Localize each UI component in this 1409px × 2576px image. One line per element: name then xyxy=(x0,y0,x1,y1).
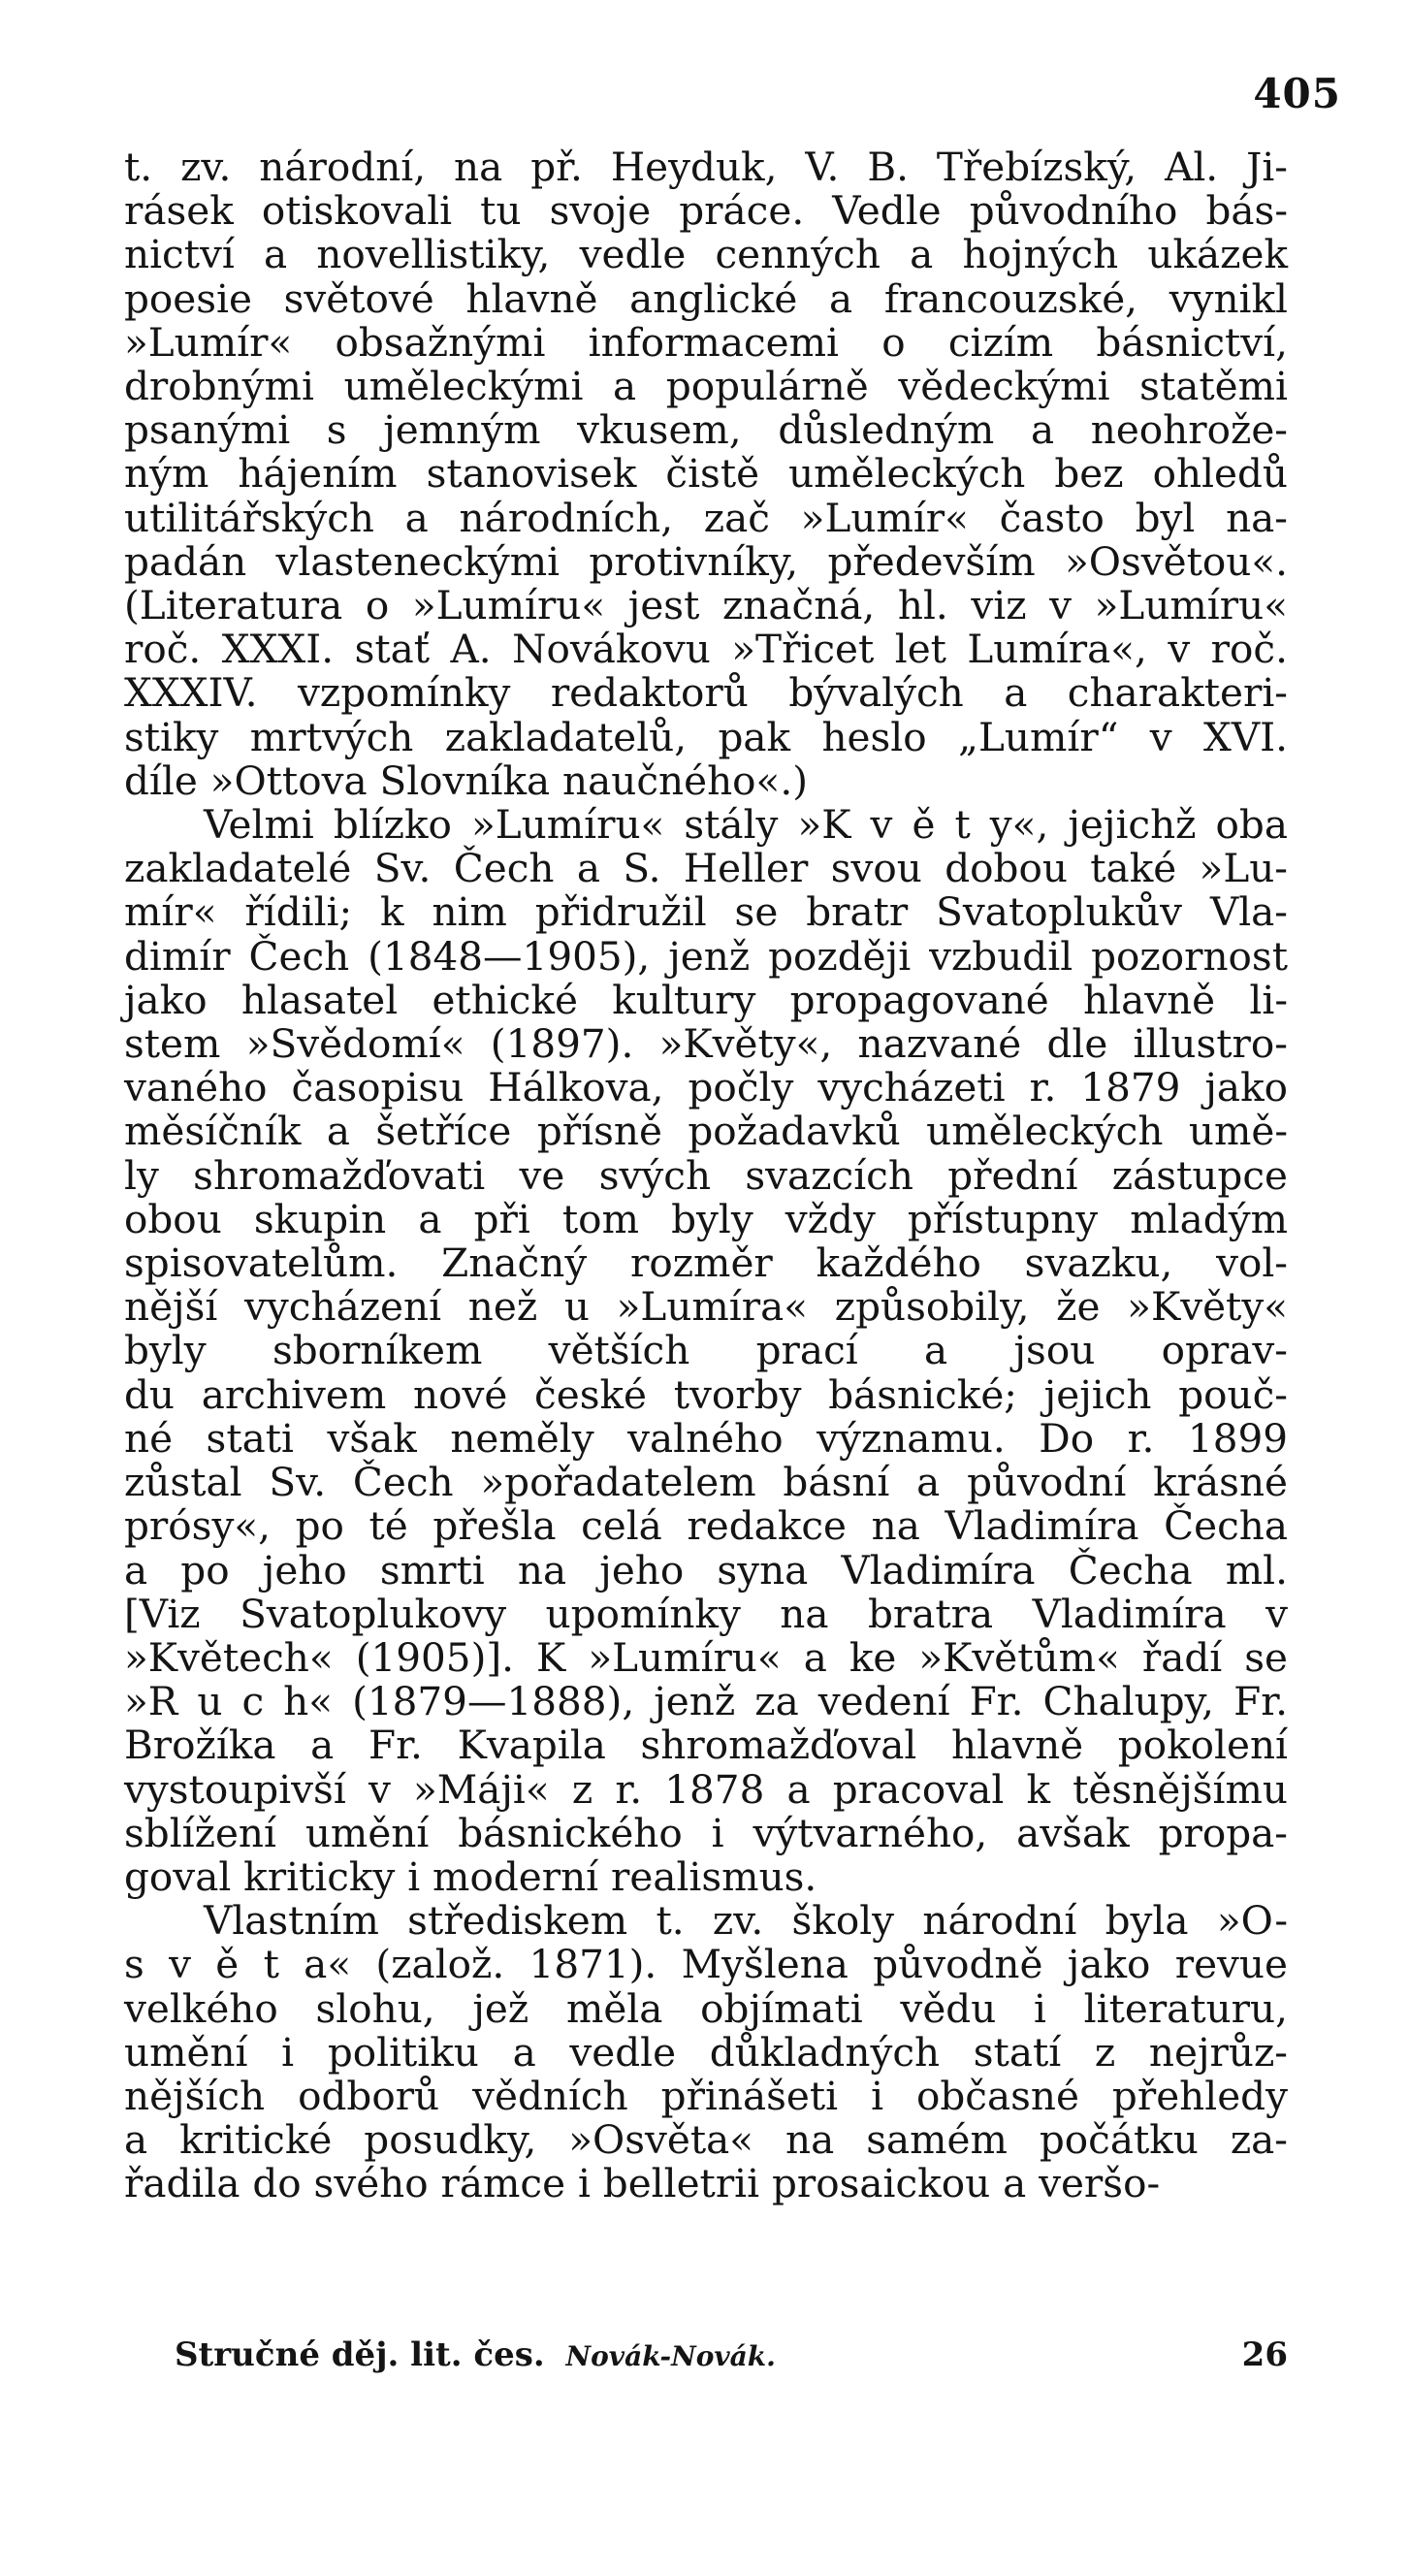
text-line: zakladatelé Sv. Čech a S. Heller svou dobou také »Lu- xyxy=(124,845,1288,892)
text-line: umění i politiku a vedle důkladných statí z nejrůz- xyxy=(124,2028,1288,2076)
text-line: prósy«, po té přešla celá redakce na Vladimíra Čecha xyxy=(124,1502,1288,1550)
text-line: nictví a novellistiky, vedle cenných a hojných ukázek xyxy=(124,231,1288,278)
text-line: utilitářských a národních, zač »Lumír« často byl na- xyxy=(124,494,1288,541)
text-line: t. zv. národní, na př. Heyduk, V. B. Třebízský, Al. Ji- xyxy=(124,144,1288,190)
text-line: měsíčník a šetříce přísně požadavků uměleckých umě- xyxy=(124,1108,1288,1155)
body-text xyxy=(124,145,1288,2206)
text-line: drobnými uměleckými a populárně vědeckými statěmi xyxy=(124,363,1288,410)
footer-title: Stručné děj. lit. čes. xyxy=(175,2335,545,2374)
text-line: a po jeho smrti na jeho syna Vladimíra Čecha ml. xyxy=(124,1546,1288,1594)
text-line: jako hlasatel ethické kultury propagované hlavně li- xyxy=(124,976,1288,1023)
text-line: psanými s jemným vkusem, důsledným a neohrože- xyxy=(124,406,1288,454)
text-line: rásek otiskovali tu svoje práce. Vedle původního bás- xyxy=(124,187,1288,235)
text-line: stiky mrtvých zakladatelů, pak heslo „Lumír“ v XVI. xyxy=(124,713,1288,760)
text-line: Brožíka a Fr. Kvapila shromažďoval hlavně pokolení xyxy=(124,1722,1288,1769)
text-line: obou skupin a při tom byly vždy přístupny mladým xyxy=(124,1195,1288,1242)
text-line: »Květech« (1905)]. K »Lumíru« a ke »Květům« řadí se xyxy=(124,1633,1288,1681)
text-line: nějších odborů vědních přinášeti i občasné přehledy xyxy=(124,2072,1288,2119)
sheet-number: 26 xyxy=(1241,2335,1288,2374)
page-number: 405 xyxy=(1253,70,1341,117)
text-line: ly shromažďovati ve svých svazcích přední zástupce xyxy=(124,1151,1288,1199)
text-line: byly sborníkem větších prací a jsou oprav- xyxy=(124,1327,1288,1374)
text-line: poesie světové hlavně anglické a francouzské, vynikl xyxy=(124,274,1288,322)
text-line: goval kriticky i moderní realismus. xyxy=(124,1852,817,1900)
text-line: spisovatelům. Značný rozměr každého svazku, vol- xyxy=(124,1240,1288,1287)
text-line: né stati však neměly valného významu. Do r. 1899 xyxy=(124,1414,1288,1462)
text-line: ným hájením stanovisek čistě uměleckých bez ohledů xyxy=(124,450,1288,498)
text-line: »R u c h« (1879—1888), jenž za vedení Fr. Chalupy, Fr. xyxy=(124,1678,1288,1725)
text-line: XXXIV. vzpomínky redaktorů bývalých a charakteri- xyxy=(124,669,1288,717)
text-line: Velmi blízko »Lumíru« stály »K v ě t y«, jejichž oba xyxy=(204,801,1288,849)
text-line: zůstal Sv. Čech »pořadatelem básní a původní krásné xyxy=(124,1459,1288,1506)
text-line: [Viz Svatoplukovy upomínky na bratra Vladimíra v xyxy=(124,1590,1288,1637)
text-line: a kritické posudky, »Osvěta« na samém počátku za- xyxy=(124,2116,1288,2164)
text-line: mír« řídili; k nim přidružil se bratr Svatoplukův Vla- xyxy=(124,888,1288,936)
footer-title-group xyxy=(175,2335,776,2374)
text-line: sblížení umění básnického i výtvarného, avšak propa- xyxy=(124,1809,1288,1856)
text-line: »Lumír« obsažnými informacemi o cizím básnictví, xyxy=(124,318,1288,366)
text-line: dimír Čech (1848—1905), jenž později vzbudil pozornost xyxy=(124,932,1288,980)
text-line: (Literatura o »Lumíru« jest značná, hl. viz v »Lumíru« xyxy=(124,582,1288,629)
text-line: díle »Ottova Slovníka naučného«.) xyxy=(124,757,809,804)
text-line: s v ě t a« (založ. 1871). Myšlena původně jako revue xyxy=(124,1941,1288,1988)
text-line: padán vlasteneckými protivníky, především »Osvětou«. xyxy=(124,537,1288,585)
text-line: vaného časopisu Hálkova, počly vycházeti r. 1879 jako xyxy=(124,1064,1288,1111)
text-line: vystoupivší v »Máji« z r. 1878 a pracoval k těsnějšímu xyxy=(124,1765,1288,1813)
text-line: du archivem nové české tvorby básnické; jejich pouč- xyxy=(124,1370,1288,1418)
text-line: řadila do svého rámce i belletrii prosaickou a veršo- xyxy=(124,2160,1161,2207)
footer-author: Novák-Novák. xyxy=(565,2340,776,2372)
text-line: nější vycházení než u »Lumíra« způsobily, že »Květy« xyxy=(124,1283,1288,1331)
text-line: stem »Svědomí« (1897). »Květy«, nazvané dle illustro- xyxy=(124,1020,1288,1068)
text-line: velkého slohu, jež měla objímati vědu i literaturu, xyxy=(124,1984,1288,2032)
text-line: Vlastním střediskem t. zv. školy národní byla »O- xyxy=(204,1897,1288,1945)
text-line: roč. XXXI. stať A. Novákovu »Třicet let Lumíra«, v roč. xyxy=(124,626,1288,673)
